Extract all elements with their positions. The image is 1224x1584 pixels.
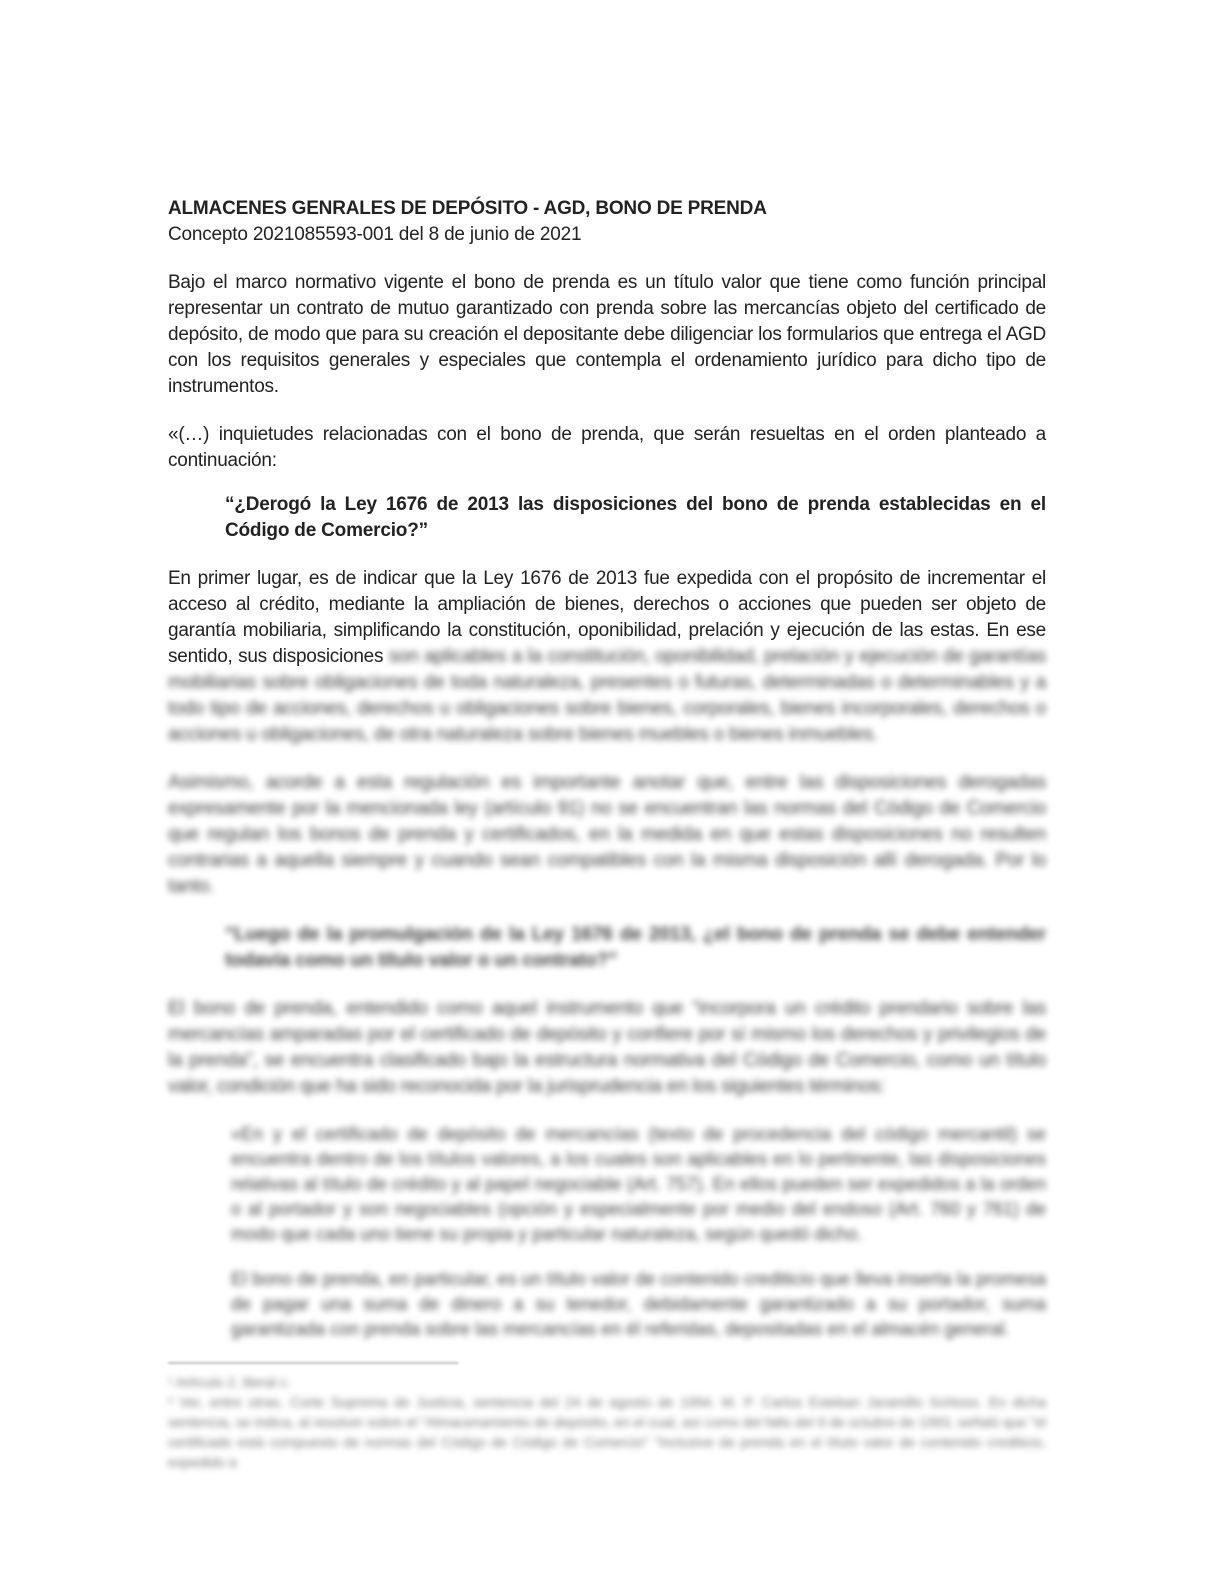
blurred-paragraph-1: Asimismo, acorde a esta regulación es importante anotar que, entre las disposiciones derogadas expresamente por la mencionada ley (artículo 91) no se encuentran las normas del Código de Comercio que regulan los bonos de prenda y certificados, en la medida en que estas disposiciones no resulten contrarias a aquella siempre y cuando sean compatibles con la misma disposición allí derogada. Por lo tanto.	[168, 772, 1046, 897]
paragraph-inquiries: «(…) inquietudes relacionadas con el bono de prenda, que serán resueltas en el orden planteado a continuación:	[168, 424, 1046, 471]
paragraph-answer-visible-text: En primer lugar, es de indicar que la Ley 1676 de 2013 fue expedida con el propósito de incrementar el acceso al crédito, mediante la ampliación de bienes, derechos o acciones que pueden ser objeto de garantía mobiliaria, simplificando la constitución, oponibilidad, prelación y ejecución de las estas. En ese sentido, sus disposiciones	[168, 568, 1046, 667]
document-body	[168, 196, 1046, 1472]
paragraph-intro: Bajo el marco normativo vigente el bono de prenda es un título valor que tiene como función principal representar un contrato de mutuo garantizado con prenda sobre las mercancías objeto del certificado de depósito, de modo que para su creación el depositante debe diligenciar los formularios que entrega el AGD con los requisitos generales y especiales que contempla el ordenamiento jurídico para dicho tipo de instrumentos.	[168, 272, 1046, 397]
document-subtitle: Concepto 2021085593-001 del 8 de junio de 2021	[168, 224, 582, 245]
blurred-footnote-1: ¹ Artículo 2, literal c.	[168, 1374, 291, 1390]
blurred-quote-2: El bono de prenda, en particular, es un título valor de contenido crediticio que lleva inserta la promesa de pagar una suma de dinero a su tenedor, debidamente garantizado a su portador, suma garantizada con prenda sobre las mercancías en él referidas, depositadas en el almacén general.	[231, 1269, 1046, 1339]
blurred-text-continuation: son aplicables a la constitución, oponibilidad, prelación y ejecución de garantías mobiliarias sobre obligaciones de toda naturaleza, presentes o futuras, determinadas o determinables y a todo tipo de acciones, derechos u obligaciones sobre bienes, corporales, bienes incorporales, derechos o acciones u obligaciones, de otra naturaleza sobre bienes muebles o bienes inmuebles.	[168, 646, 1047, 745]
blurred-paragraph-2: El bono de prenda, entendido como aquel instrumento que “incorpora un crédito prendario sobre las mercancías amparadas por el certificado de depósito y confiere por sí mismo los derechos y privilegios de la prenda”, se encuentra clasificado bajo la estructura normativa del Código de Comercio, como un título valor, condición que ha sido reconocida por la jurisprudencia en los siguientes términos:	[168, 998, 1046, 1097]
blurred-question-heading-2: “Luego de la promulgación de la Ley 1676 de 2013, ¿el bono de prenda se debe entender todavía como un título valor o un contrato?”	[225, 924, 1046, 971]
blurred-footnote-2: ² Ver, entre otras, Corte Suprema de Justicia, sentencia del 24 de agosto de 1994. M. P. Carlos Esteban Jaramillo Schloss. En dicha sentencia, se indica, al resolver sobre el "Almacenamiento de depósito, en el cual, así como del fallo del 9 de octubre de 1993, señaló que "el certificado está compuesto de normas del Código de Código de Comercio" "Inclusive de prenda en el título valor de contenido crediticio, expedido a	[168, 1394, 1046, 1470]
paragraph-answer	[168, 566, 1046, 748]
document-title: ALMACENES GENRALES DE DEPÓSITO - AGD, BONO DE PRENDA	[168, 198, 767, 219]
blurred-quote-1: «En y el certificado de depósito de mercancías (texto de procedencia del código mercantil) se encuentra dentro de los títulos valores, a los cuales son aplicables en lo pertinente, las disposiciones relativas al título de crédito y al papel negociable (Art. 757). En ellos pueden ser expedidos a la orden o al portador y son negociables (opción y especialmente por medio del endoso (Art. 760 y 761) de modo que cada uno tiene su propia y particular naturaleza, según quedó dicho.	[231, 1124, 1046, 1244]
footnote-separator	[168, 1362, 458, 1364]
question-heading-1: “¿Derogó la Ley 1676 de 2013 las disposiciones del bono de prenda establecidas en el Código de Comercio?”	[225, 494, 1046, 541]
